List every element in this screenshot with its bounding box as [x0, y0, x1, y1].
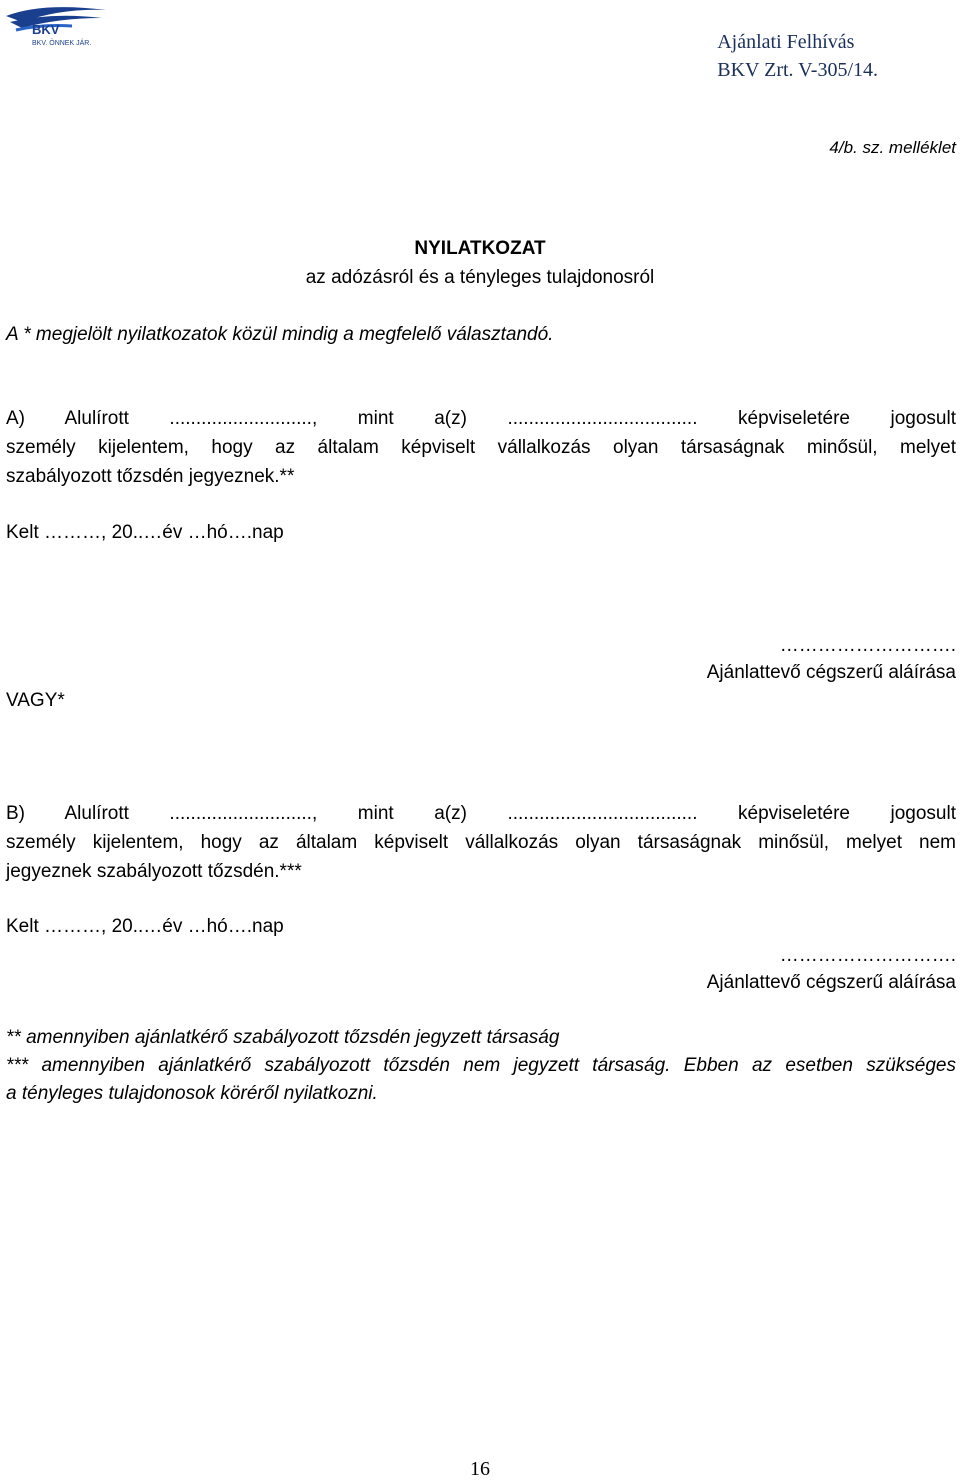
header-line-2: BKV Zrt. V-305/14.	[717, 59, 878, 81]
footnotes	[6, 1024, 956, 1108]
section-a-date: Kelt ………, 20..…év …hó….nap	[6, 522, 284, 543]
bkv-logo-graphic	[2, 0, 110, 50]
signature-line: ……………………….	[779, 945, 956, 966]
signature-line: ……………………….	[779, 635, 956, 656]
section-a-line-3: szabályozott tőzsdén jegyeznek.**	[6, 466, 295, 487]
section-a-statement	[6, 404, 956, 491]
section-b-signature	[707, 942, 956, 996]
section-b-line-2: személy kijelentem, hogy az általam képviselt vállalkozás olyan társaságnak minősül, melyet nem	[6, 832, 956, 853]
header-line-1: Ajánlati Felhívás	[717, 31, 855, 53]
footnote-2-line-2: a tényleges tulajdonosok köréről nyilatkozni.	[6, 1083, 378, 1104]
page-title: NYILATKOZAT	[414, 238, 546, 259]
document-header	[717, 28, 878, 84]
page-number: 16	[470, 1458, 490, 1480]
annex-label: 4/b. sz. melléklet	[829, 138, 956, 157]
bkv-logo	[2, 0, 110, 50]
section-a-line-1: A) Alulírott ..........................., mint a(z) .................................... képviseletére jogosult	[6, 408, 956, 429]
section-a-signature	[707, 632, 956, 686]
section-a-line-2: személy kijelentem, hogy az általam képviselt vállalkozás olyan társaságnak minősül, melyet	[6, 437, 956, 458]
or-label: VAGY*	[6, 690, 65, 711]
section-b-statement	[6, 799, 956, 886]
instruction-text: A * megjelölt nyilatkozatok közül mindig a megfelelő választandó.	[6, 324, 554, 345]
section-b-line-3: jegyeznek szabályozott tőzsdén.***	[6, 861, 302, 882]
signature-label: Ajánlattevő cégszerű aláírása	[706, 972, 956, 993]
footnote-2-line-1: *** amennyiben ajánlatkérő szabályozott tőzsdén nem jegyzett társaság. Ebben az esetben szükséges	[6, 1055, 956, 1076]
section-b-date: Kelt ………, 20..…év …hó….nap	[6, 916, 284, 937]
svg-text:BKV. ÖNNEK JÁR.: BKV. ÖNNEK JÁR.	[32, 40, 92, 47]
svg-text:BKV: BKV	[32, 22, 60, 37]
page-subtitle: az adózásról és a tényleges tulajdonosról	[305, 267, 655, 288]
section-b-line-1: B) Alulírott ..........................., mint a(z) .................................... képviseletére jogosult	[6, 803, 956, 824]
footnote-1: ** amennyiben ajánlatkérő szabályozott tőzsdén jegyzett társaság	[6, 1027, 560, 1048]
signature-label: Ajánlattevő cégszerű aláírása	[706, 662, 956, 683]
